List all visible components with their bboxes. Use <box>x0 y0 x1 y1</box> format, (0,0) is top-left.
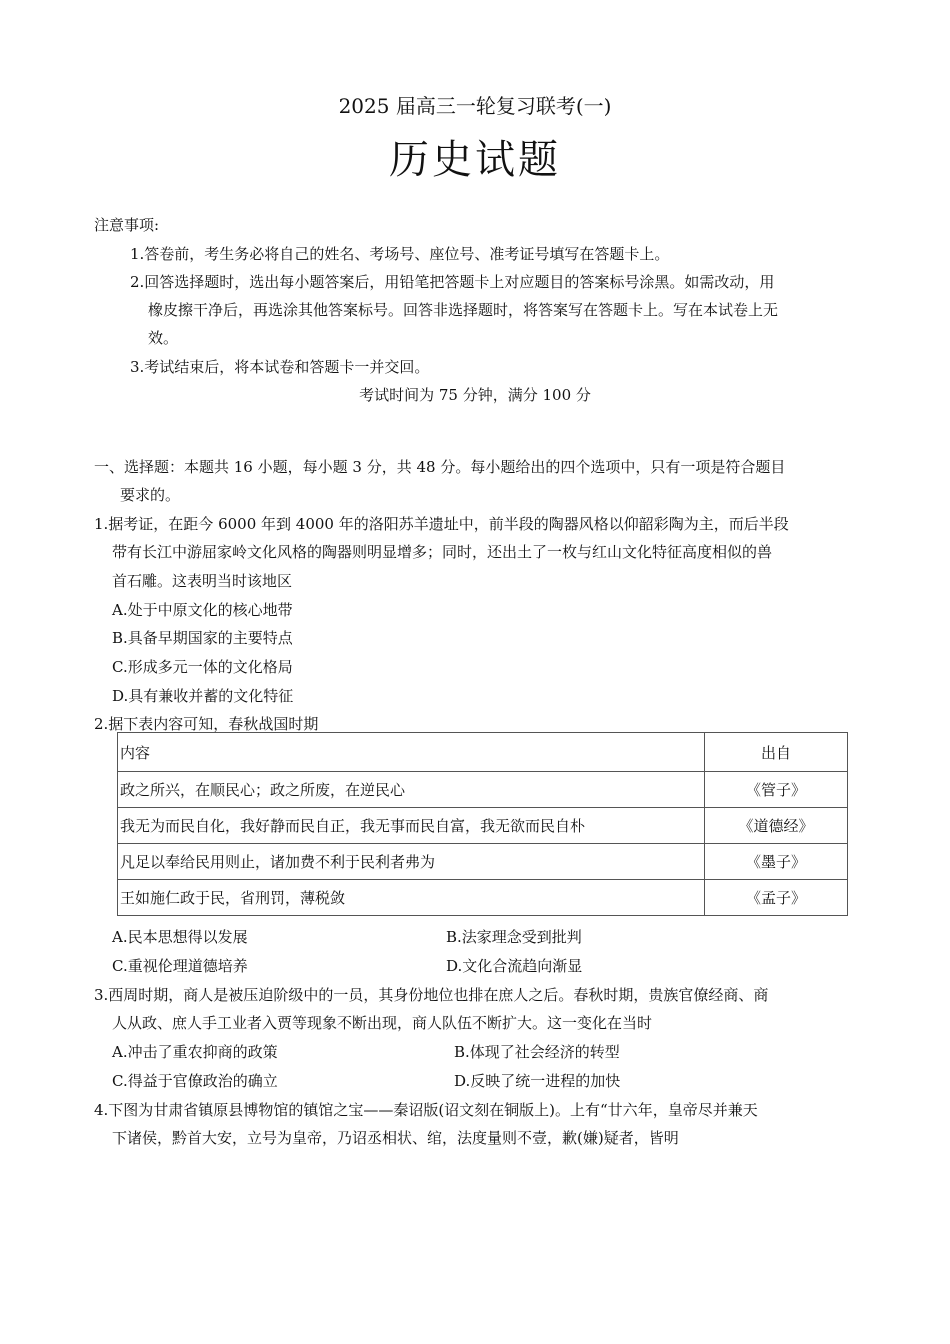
q2-option-c: C.重视伦理道德培养 <box>112 957 248 975</box>
table-header-content: 内容 <box>118 733 705 772</box>
q1-stem: 1.据考证，在距今 6000 年到 4000 年的洛阳苏羊遗址中，前半段的陶器风格以仰韶彩陶为主，而后半段 <box>94 515 789 533</box>
table-cell-source: 《道德经》 <box>705 808 848 844</box>
exam-subtitle: 2025 届高三一轮复习联考(一) <box>338 94 612 118</box>
table-header-row <box>118 733 848 772</box>
section-heading-cont: 要求的。 <box>120 486 181 504</box>
note-item-3: 3.考试结束后，将本试卷和答题卡一并交回。 <box>130 358 430 376</box>
table-row <box>118 844 848 880</box>
q1-option-b: B.具备早期国家的主要特点 <box>112 629 293 647</box>
note-item-2-cont-end: 效。 <box>148 329 179 347</box>
q3-stem: 3.西周时期，商人是被压迫阶级中的一员，其身份地位也排在庶人之后。春秋时期，贵族官僚经商、商 <box>94 986 769 1004</box>
q2-option-d: D.文化合流趋向渐显 <box>446 957 583 975</box>
note-item-1: 1.答卷前，考生务必将自己的姓名、考场号、座位号、准考证号填写在答题卡上。 <box>130 245 670 263</box>
table-header-source: 出自 <box>705 733 848 772</box>
note-item-2: 2.回答选择题时，选出每小题答案后，用铅笔把答题卡上对应题目的答案标号涂黑。如需改动，用 <box>130 273 775 291</box>
table-row <box>118 808 848 844</box>
note-item-2-cont: 橡皮擦干净后，再选涂其他答案标号。回答非选择题时，将答案写在答题卡上。写在本试卷上无 <box>148 301 779 319</box>
table-cell-content: 王如施仁政于民，省刑罚，薄税敛 <box>118 880 705 916</box>
q2-option-b: B.法家理念受到批判 <box>446 928 582 946</box>
q4-stem-cont: 下诸侯，黔首大安，立号为皇帝，乃诏丞相状、绾，法度量则不壹，歉(嫌)疑者，皆明 <box>112 1129 679 1147</box>
notes-title: 注意事项: <box>94 216 160 234</box>
q4-stem: 4.下图为甘肃省镇原县博物馆的镇馆之宝——秦诏版(诏文刻在铜版上)。上有“廿六年，皇帝尽并兼天 <box>94 1101 758 1119</box>
exam-info: 考试时间为 75 分钟，满分 100 分 <box>359 386 591 404</box>
table-cell-source: 《管子》 <box>705 772 848 808</box>
table-cell-source: 《孟子》 <box>705 880 848 916</box>
q3-option-b: B.体现了社会经济的转型 <box>454 1043 620 1061</box>
q1-option-d: D.具有兼收并蓄的文化特征 <box>112 687 294 705</box>
table-row <box>118 772 848 808</box>
section-heading: 一、选择题：本题共 16 小题，每小题 3 分，共 48 分。每小题给出的四个选项中，只有一项是符合题目 <box>94 458 786 476</box>
table-row <box>118 880 848 916</box>
q3-option-d: D.反映了统一进程的加快 <box>454 1072 621 1090</box>
q2-option-a: A.民本思想得以发展 <box>112 928 248 946</box>
q3-option-a: A.冲击了重农抑商的政策 <box>112 1043 278 1061</box>
source-table <box>117 732 848 916</box>
table-cell-content: 凡足以奉给民用则止，诸加费不利于民利者弗为 <box>118 844 705 880</box>
q2-stem: 2.据下表内容可知，春秋战国时期 <box>94 715 319 733</box>
table-cell-source: 《墨子》 <box>705 844 848 880</box>
q1-stem-cont: 带有长江中游屈家岭文化风格的陶器则明显增多；同时，还出土了一枚与红山文化特征高度相似的兽 <box>112 543 773 561</box>
q3-option-c: C.得益于官僚政治的确立 <box>112 1072 278 1090</box>
exam-title: 历史试题 <box>389 137 561 183</box>
table-cell-content: 政之所兴，在顺民心；政之所废，在逆民心 <box>118 772 705 808</box>
q1-option-a: A.处于中原文化的核心地带 <box>112 601 293 619</box>
q3-stem-cont: 人从政、庶人手工业者入贾等现象不断出现，商人队伍不断扩大。这一变化在当时 <box>112 1014 653 1032</box>
table-cell-content: 我无为而民自化，我好静而民自正，我无事而民自富，我无欲而民自朴 <box>118 808 705 844</box>
q1-stem-end: 首石雕。这表明当时该地区 <box>112 572 293 590</box>
q1-option-c: C.形成多元一体的文化格局 <box>112 658 293 676</box>
